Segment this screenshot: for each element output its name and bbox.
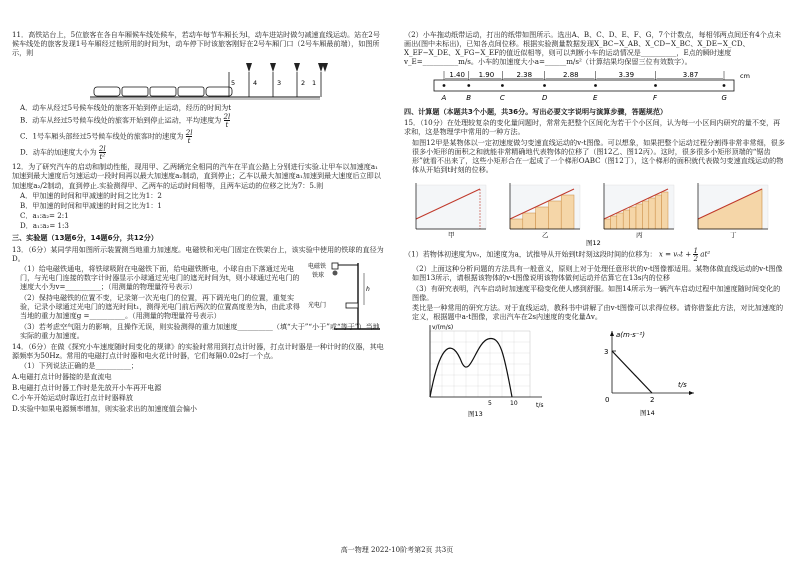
q15-part-2: （2）上面这种分析问题的方法具有一般意义，原则上对于处理任意形状的v-t图像都适用。某物体做直线运动的v-t图像如图13所示，请根据该物体的v-t图像说明该物体做何运动并估算它在13s内的位移 (412, 264, 783, 283)
track-label-5: 5 (231, 78, 236, 87)
tape-segment-value: 2.38 (516, 70, 533, 79)
q14-option-a: A.电磁打点计时器接的是直流电 (12, 372, 112, 382)
train-diagram (90, 59, 350, 103)
q13-block (12, 245, 384, 321)
fig12-bar (630, 207, 636, 229)
q11-option-a: A．动车从经过5号候车线处的旅客开始到停止运动，经历的时间为t (20, 102, 232, 112)
track-label-3: 3 (277, 78, 282, 87)
fig12-bar (561, 195, 574, 229)
fig12-bar (610, 216, 616, 229)
q11-option-c (12, 129, 384, 144)
q11-option-c-fraction (186, 129, 193, 144)
q11-train-figure (12, 59, 384, 103)
tape-point-label: E (593, 93, 598, 102)
fig13-tick-10: 10 (510, 400, 518, 408)
fig13-xlabel: t/s (536, 402, 544, 410)
q13-part-1: （1）给电磁铁通电，将铁球吸附在电磁铁下面，给电磁铁断电，小球自由下落通过光电门，与光电门连接的数字计时器显示小球通过光电门的遮光时间为t，则小球通过光电门的速度大小为v=__________；（用测量的物理量符号表示） (20, 264, 300, 292)
fig12-panel-label: 乙 (542, 231, 549, 240)
frac-num: 2l (185, 128, 193, 137)
tape-point-label: C (499, 93, 505, 102)
q15-part-1-text: （1）若物体初速度为v₀，加速度为a，试推导从开始到t时刻这段时间的位移为： (404, 249, 657, 259)
tape-point-label: D (542, 93, 548, 102)
fig13-ylabel: v/(m/s) (432, 324, 454, 332)
left-column (12, 30, 384, 414)
frac-den: t (225, 119, 229, 129)
tape-point-label: B (466, 93, 472, 102)
section-3-title: 三、实验题（13题6分，14题6分，共12分） (12, 233, 158, 243)
track-label-4: 4 (253, 78, 258, 87)
q14-option-c: C.小车开始运动时靠近打点计时器释放 (12, 393, 133, 403)
tape-point-label: A (441, 93, 447, 102)
figure-12-caption: 图12 (586, 239, 601, 248)
tape-dot (467, 84, 470, 87)
figure-13-14-svg (404, 323, 786, 419)
q13-text (12, 244, 384, 321)
tape-points (441, 94, 728, 102)
paper-tape-svg (414, 68, 774, 104)
q11-option-b-fraction (224, 113, 231, 128)
fig14-y3: 3 (604, 348, 609, 357)
q13-part-3: （3）若考虑空气阻力的影响，且操作无误，则实验测得的重力加速度__________（填“大于”“小于”或“等于”）当地实际的重力加速度。 (20, 321, 380, 340)
fig14-x2: 2 (650, 396, 655, 405)
figure-13 (430, 324, 544, 418)
q14-stem: 14．（6分）在做《探究小车速度随时间变化的规律》的实验时常用到打点计时器，打点计时器是一种计时的仪器，其电源频率为50Hz。常用的电磁打点计时器和电火花计时器，它们每隔0.02s打一个点。 (12, 341, 384, 360)
tape-dot (594, 84, 597, 87)
fig12-bar (510, 219, 523, 229)
q13-stem: 13．（6分）某同学用如图所示装置测当地重力加速度。电磁铁和光电门固定在铁架台上，该实验中使用的铁球的直径为D。 (12, 244, 384, 263)
q11-option-c-text: C．1号车厢头部经过5号候车线处的旅客时的速度为 (20, 131, 184, 141)
frac-den: t² (99, 152, 106, 162)
q11-stem: 11．高铁站台上，5位旅客在各自车厢候车线处候车，若动车每节车厢长为l，动车进站时做匀减速直线运动。站在2号候车线处的旅客发现1号车厢经过他所用的时间为t，动车停下时该旅客刚好在2号车厢门口（2号车厢最前端），如图所示，则 (12, 30, 380, 58)
fig-label-ball: 铁球 (312, 271, 325, 279)
fig-label-gate: 光电门 (308, 301, 327, 309)
tape-segment-value: 3.87 (682, 70, 699, 79)
tape-dot (501, 84, 504, 87)
fig14-ylabel: a(m·s⁻²) (616, 331, 645, 340)
q11-option-d (12, 145, 384, 160)
tape-segment-value: 1.40 (449, 70, 465, 79)
q15-paragraph: 如图12甲是某物体以一定初速度做匀变速直线运动的v-t图像。可以想象，如果把整个运动过程分割得非常非常细，很多很多小矩形的面积之和就能非常精确地代表物体的位移了（图12乙、图12丙）。这时，很多很多小矩形顶端的“锯齿形”就看不出来了，这些小矩形合在一起成了一个梯形OABC（图12丁），这个梯形的面积就代表做匀变速直线运动的物体从开始到t时刻的位移。 (412, 137, 785, 174)
q14-option-d: D.实验中如果电源频率增加，则实验求出的加速度值会偏小 (12, 403, 198, 413)
fig12-bar (604, 219, 610, 229)
tape-unit: cm (740, 71, 750, 80)
q15-part-1 (404, 247, 786, 262)
q12-option-c: C．a₁:a₂= 2:1 (20, 211, 69, 221)
frac-den: t (187, 136, 191, 146)
formula-half (693, 247, 698, 262)
tape-point-label: G (721, 93, 727, 102)
q14-option-b: B.电磁打点计时器工作时是先放开小车再开电源 (12, 382, 162, 392)
fig12-bar (623, 210, 629, 229)
tape-point-label: F (653, 93, 658, 102)
fig12-bar (655, 195, 661, 229)
section-4-title: 四、计算题（本题共3个小题，共36分。写出必要文字说明与演算步骤，答题规范） (404, 106, 668, 116)
fig12-bar (636, 204, 642, 229)
figure-12-svg (404, 175, 786, 247)
fig13-tick-5: 5 (488, 400, 492, 408)
frac-num: 1 (693, 246, 698, 256)
frac-den: 2 (693, 254, 698, 264)
fig-label-magnet: 电磁铁 (308, 262, 327, 270)
track-label-1: 1 (312, 78, 317, 87)
frac-num: 2l (223, 111, 231, 121)
fig12-bar (523, 213, 536, 229)
fig12-panel-label: 丙 (636, 231, 643, 240)
q12-option-a: A．甲加速的时间和甲减速的时间之比为1：2 (20, 191, 162, 201)
q12-option-d: D．a₁:a₂= 1:3 (20, 221, 69, 231)
page-footer: 高一物理 2022-10阶考第2页 共3页 (340, 546, 454, 555)
tape-dot (654, 84, 657, 87)
figures-13-14 (404, 323, 786, 419)
fig12-bar (662, 192, 668, 229)
q12-option-b: B．甲加速的时间和甲减速的时间之比为1：1 (20, 201, 162, 211)
tape-dot (543, 84, 546, 87)
figure-13-caption: 图13 (468, 410, 483, 419)
tape-segment-value: 3.39 (618, 70, 635, 79)
q11-option-d-fraction (99, 145, 106, 160)
fig14-origin: 0 (605, 396, 610, 405)
tape-dot (723, 84, 726, 87)
figure-12 (404, 175, 786, 247)
frac-num: 2l (98, 144, 106, 154)
figure-14 (604, 331, 694, 417)
q14-part-2: （2）小车拖动纸带运动，打出的纸带如图所示。选出A、B、C、D、E、F、G，7个计数点，每相邻两点间还有4个点未画出(图中未标出)，已知各点间位移。根据实验测量数据发现X_BC−X_AB、X_CD−X_BC、X_DE−X_CD、X_EF−X_DE、X_FG−X_EF的值近似相等，则可以判断小车的运动情况是__________，E点的瞬时速度v_E=__________m/s。小车的加速度大小a=______m/s²（计算结果均保留三位有效数字）。 (404, 30, 782, 67)
q13-apparatus-figure (306, 259, 384, 333)
fig12-panel-label: 甲 (448, 231, 455, 240)
tape-segment-value: 1.90 (478, 70, 495, 79)
fig12-bar (642, 201, 648, 229)
figure-14-caption: 图14 (640, 409, 655, 418)
paper-tape-figure (404, 68, 786, 104)
tape-segment-value: 2.88 (563, 70, 579, 79)
q15-part-3b: 类比是一种常用的研究方法。对于直线运动，教科书中讲解了由v-t图像可以求得位移。请你借鉴此方法，对比加速度的定义，根据题中a-t图像，求出汽车在2s内速度的变化量Δv。 (412, 303, 784, 322)
track-label-2: 2 (301, 78, 306, 87)
right-column (404, 30, 786, 419)
q12-stem: 12．为了研究汽车的启动和制动性能，现用甲、乙两辆完全相同的汽车在平直公路上分别进行实验.让甲车以加速度a₁加速到最大速度后匀速运动一段时间再以最大加速度a₂制动，直到停止；乙车以最大加速度a₁加速到最大速度后立即以加速度a₂/2制动，直到停止.实验测得甲、乙两车的运动时间相等，且两车运动的位移之比为7：5.则 (12, 162, 381, 190)
fig12-bar (536, 207, 549, 229)
q15-stem: 15．（10分）在处理较复杂的变化量问题时，常常先把整个区间化为若干个小区间，认为每一小区间内研究的量不变，再求和，这是物理学中常用的一种方法。 (404, 117, 781, 136)
fig12-panel-label: 丁 (730, 231, 737, 240)
q15-part-3: （3）有研究表明，汽车启动时加速度平稳变化使人感到舒服。如图14所示为一辆汽车启动过程中加速度随时间变化的图像。 (412, 283, 781, 302)
formula-lhs: x = v₀t + (658, 249, 692, 259)
q14-part-1: （1）下列说法正确的是__________； (20, 361, 139, 371)
fig12-bar (548, 201, 561, 229)
fig12-bar (649, 198, 655, 229)
q11-option-b-text: B．动车从经过5号候车线处的旅客开始到停止运动，平均速度为 (20, 115, 222, 125)
formula-tail: at² (700, 249, 711, 259)
q13-part-2: （2）保持电磁铁的位置不变，记录第一次光电门的位置，再下调光电门的位置，重复实验，记录小球通过光电门的遮光时间t₁，测得光电门前后两次的位置高度差为h，由此求得当地的重力加速度g =__________。（用测量的物理量符号表示） (20, 292, 300, 321)
fig14-xlabel: t/s (678, 381, 687, 390)
fig12-bar (617, 213, 623, 229)
q11-option-d-text: D．动车的加速度大小为 (20, 147, 97, 157)
tape-values (445, 71, 723, 79)
q11-option-b (12, 113, 384, 128)
fig-label-h: h (366, 285, 370, 293)
tape-dot (443, 84, 446, 87)
